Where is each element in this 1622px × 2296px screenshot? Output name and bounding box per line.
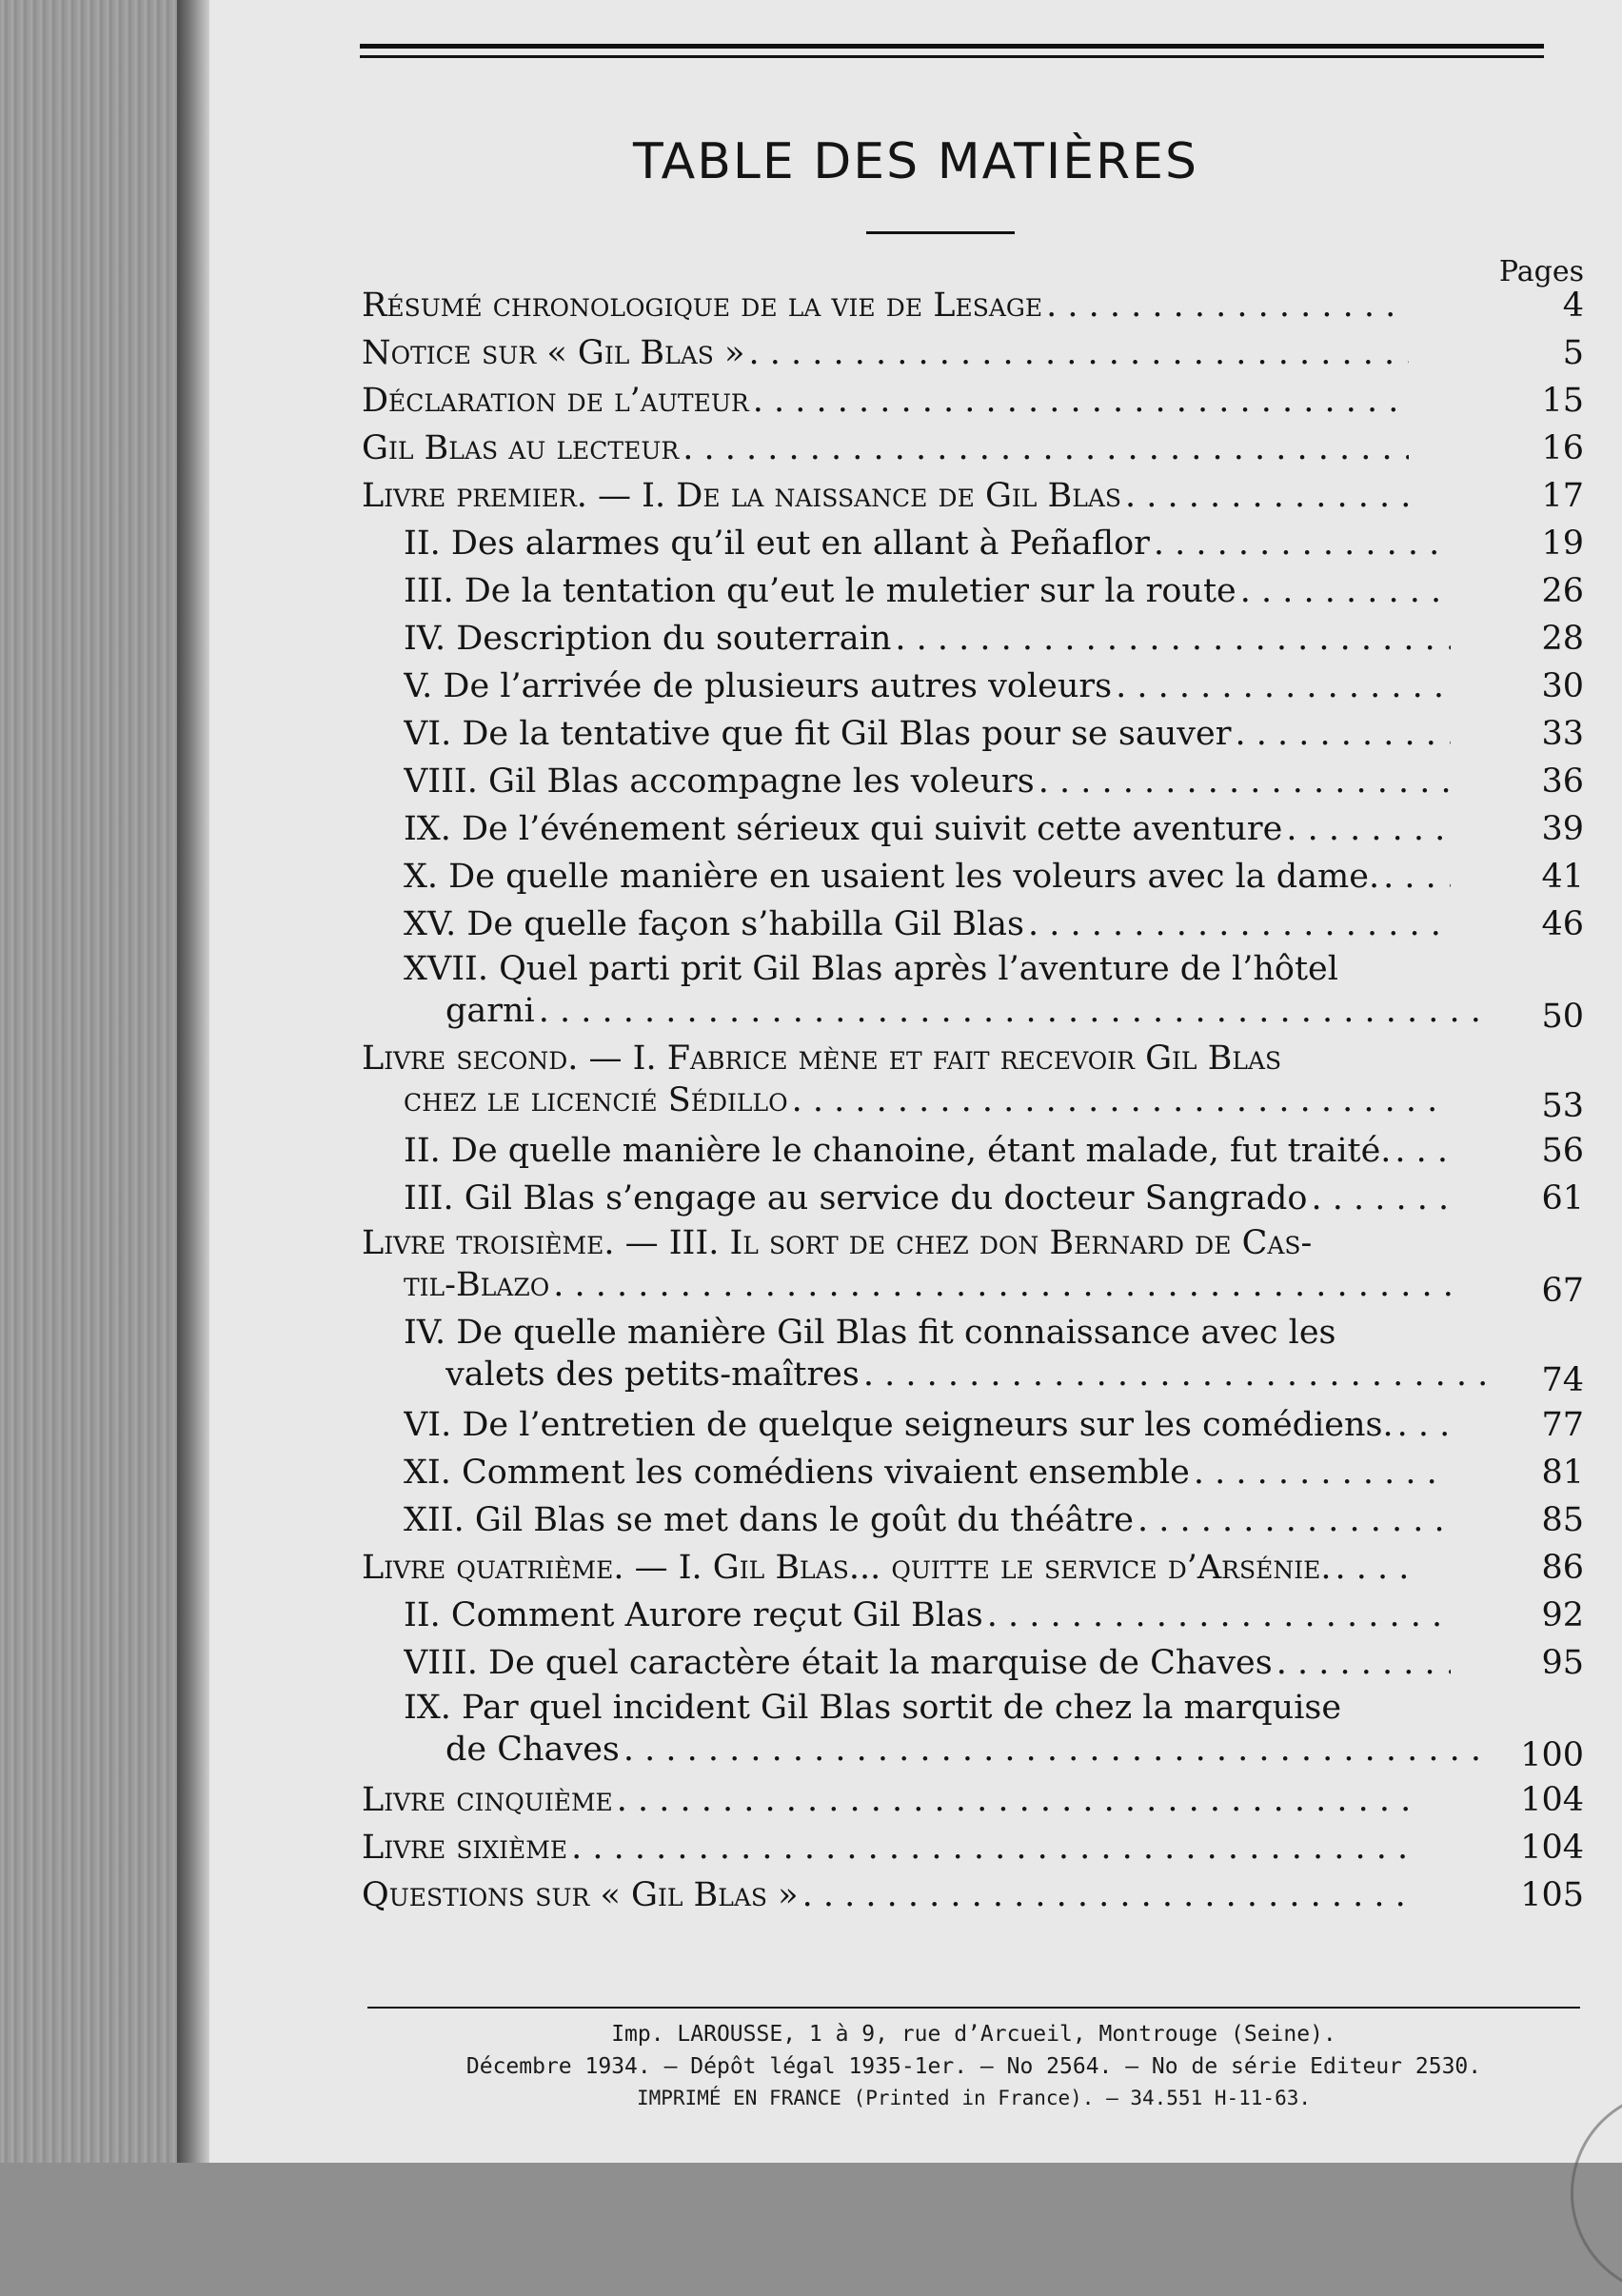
- toc-page-number: 50: [1541, 998, 1584, 1036]
- toc-page-number: 30: [1541, 667, 1584, 705]
- dot-leader: [1190, 1449, 1451, 1496]
- toc-entry-line: [362, 1824, 1584, 1871]
- toc-entry-line: [404, 948, 1584, 990]
- toc-entry-line: [404, 758, 1584, 805]
- toc-page-number: 81: [1541, 1454, 1584, 1492]
- dot-leader: [549, 1264, 1451, 1306]
- dot-leader: [1035, 758, 1451, 805]
- toc-entry-title: V. De l’arrivée de plusieurs autres voleurs: [404, 667, 1113, 705]
- toc-entry: [362, 805, 1584, 853]
- toc-entry-title: Livre second. — I. Fabrice mène et fait recevoir Gil Blas: [362, 1039, 1282, 1078]
- toc-entry-title: VIII. De quel caractère était la marquise de Chaves: [404, 1644, 1273, 1682]
- toc-entry-title: XII. Gil Blas se met dans le goût du théâtre: [404, 1501, 1134, 1539]
- toc-entry-title: til-Blazo: [404, 1266, 550, 1304]
- scan-background: [0, 0, 190, 2163]
- toc-page-number: 46: [1541, 905, 1584, 943]
- library-stamp: [1571, 2090, 1622, 2296]
- dot-leader: [1331, 1544, 1409, 1592]
- toc-page-number: 17: [1541, 477, 1584, 515]
- toc-entry: [362, 1592, 1584, 1639]
- toc-page-number: 28: [1541, 620, 1584, 658]
- toc-entry: [362, 1127, 1584, 1175]
- toc-entry-title: IX. Par quel incident Gil Blas sortit de chez la marquise: [404, 1689, 1342, 1727]
- toc-entry-title: VIII. Gil Blas accompagne les voleurs: [404, 762, 1035, 801]
- toc-entry-title: Livre sixième: [362, 1829, 568, 1867]
- toc-entry: [362, 710, 1584, 758]
- toc-page-number: 4: [1562, 287, 1584, 325]
- dot-leader: [799, 1871, 1409, 1919]
- toc-entry: [362, 1038, 1584, 1127]
- toc-page-number: 15: [1541, 382, 1584, 420]
- top-rule: [360, 44, 1544, 49]
- toc-entry-line: [404, 1639, 1584, 1687]
- toc-page-number: 104: [1520, 1781, 1584, 1819]
- dot-leader: [1282, 805, 1451, 853]
- dot-leader: [1307, 1175, 1451, 1222]
- dot-leader: [983, 1592, 1451, 1639]
- toc-page-number: 56: [1541, 1132, 1584, 1170]
- toc-entry-line: [404, 1401, 1584, 1449]
- toc-entry-line: [404, 805, 1584, 853]
- page-gutter-shadow: [177, 0, 209, 2163]
- toc-entry-title: garni: [445, 992, 535, 1030]
- toc-entry-line: [362, 329, 1584, 377]
- toc-page-number: 95: [1541, 1644, 1584, 1682]
- toc-page-number: 105: [1520, 1876, 1584, 1914]
- toc-entry: [362, 1776, 1584, 1824]
- toc-entry: [362, 1312, 1584, 1401]
- toc-entry-title: de Chaves: [445, 1731, 620, 1769]
- toc-entry-line: [404, 1729, 1584, 1771]
- dot-leader: [860, 1354, 1493, 1395]
- dot-leader: [1379, 853, 1451, 901]
- dot-leader: [620, 1729, 1493, 1771]
- toc-entry-title: Notice sur « Gil Blas »: [362, 334, 745, 372]
- toc-page-number: 16: [1541, 429, 1584, 467]
- dot-leader: [1150, 520, 1451, 567]
- toc-entry-line: [404, 615, 1584, 663]
- toc-entry: [362, 1449, 1584, 1496]
- toc-entry: [362, 758, 1584, 805]
- dot-leader: [1134, 1496, 1451, 1544]
- title-underline: [866, 231, 1015, 234]
- table-of-contents: [362, 282, 1584, 1919]
- toc-entry-line: [362, 1264, 1584, 1306]
- toc-entry-line: [404, 901, 1584, 948]
- toc-entry-line: [404, 710, 1584, 758]
- toc-page-number: 77: [1541, 1406, 1584, 1444]
- page-title: TABLE DES MATIÈRES: [632, 133, 1199, 190]
- dot-leader: [891, 615, 1451, 663]
- toc-entry-title: XVII. Quel parti prit Gil Blas après l’aventure de l’hôtel: [404, 950, 1338, 988]
- toc-entry-title: II. Comment Aurore reçut Gil Blas: [404, 1596, 983, 1634]
- toc-entry-line: [404, 853, 1584, 901]
- toc-entry-title: II. Des alarmes qu’il eut en allant à Peñaflor: [404, 525, 1150, 563]
- toc-entry-line: [362, 1038, 1584, 1079]
- dot-leader: [749, 377, 1409, 425]
- toc-entry-title: chez le licencié Sédillo: [404, 1081, 788, 1119]
- dot-leader: [1391, 1127, 1451, 1175]
- toc-entry: [362, 1222, 1584, 1312]
- toc-page-number: 33: [1541, 715, 1584, 753]
- toc-entry: [362, 377, 1584, 425]
- toc-page-number: 39: [1541, 810, 1584, 848]
- footer-legal: Décembre 1934. — Dépôt légal 1935-1er. — No 2564. — No de série Editeur 2530.: [465, 2054, 1482, 2079]
- toc-entry-line: [362, 1776, 1584, 1824]
- toc-entry-title: III. De la tentation qu’eut le muletier sur la route: [404, 572, 1236, 610]
- toc-entry-title: Livre cinquième: [362, 1781, 613, 1819]
- toc-entry-title: X. De quelle manière en usaient les voleurs avec la dame.: [404, 858, 1380, 896]
- toc-page-number: 67: [1541, 1272, 1584, 1310]
- dot-leader: [788, 1079, 1451, 1121]
- toc-entry-line: [362, 377, 1584, 425]
- toc-entry-line: [404, 1592, 1584, 1639]
- toc-entry-title: Livre troisième. — III. Il sort de chez don Bernard de Cas-: [362, 1224, 1313, 1262]
- footer-printer: Imp. LAROUSSE, 1 à 9, rue d’Arcueil, Montrouge (Seine).: [611, 2022, 1336, 2047]
- toc-entry-line: [404, 1127, 1584, 1175]
- toc-entry: [362, 1639, 1584, 1687]
- toc-entry-line: [362, 425, 1584, 472]
- toc-page-number: 19: [1541, 525, 1584, 563]
- toc-entry: [362, 282, 1584, 329]
- toc-entry-title: II. De quelle manière le chanoine, étant malade, fut traité.: [404, 1132, 1392, 1170]
- toc-entry-title: Déclaration de l’auteur: [362, 382, 749, 420]
- toc-entry-title: III. Gil Blas s’engage au service du docteur Sangrado: [404, 1179, 1308, 1217]
- toc-entry: [362, 853, 1584, 901]
- toc-entry-title: XV. De quelle façon s’habilla Gil Blas: [404, 905, 1024, 943]
- toc-entry-title: IV. Description du souterrain: [404, 620, 892, 658]
- toc-page-number: 5: [1562, 334, 1584, 372]
- toc-page-number: 53: [1541, 1087, 1584, 1125]
- toc-entry-line: [362, 1544, 1584, 1592]
- toc-entry: [362, 1824, 1584, 1871]
- toc-entry: [362, 1871, 1584, 1919]
- dot-leader: [1121, 472, 1409, 520]
- toc-page-number: 61: [1541, 1179, 1584, 1217]
- toc-entry-title: Questions sur « Gil Blas »: [362, 1876, 799, 1914]
- dot-leader: [744, 329, 1409, 377]
- dot-leader: [535, 990, 1493, 1032]
- toc-entry: [362, 567, 1584, 615]
- toc-entry-line: [404, 1354, 1584, 1395]
- toc-entry: [362, 1175, 1584, 1222]
- toc-entry-title: valets des petits-maîtres: [445, 1356, 860, 1394]
- toc-entry: [362, 615, 1584, 663]
- book-page: [209, 0, 1622, 2163]
- toc-page-number: 41: [1541, 858, 1584, 896]
- toc-page-number: 36: [1541, 762, 1584, 801]
- toc-entry-line: [404, 1496, 1584, 1544]
- dot-leader: [1042, 282, 1409, 329]
- toc-entry-title: Gil Blas au lecteur: [362, 429, 680, 467]
- toc-entry: [362, 901, 1584, 948]
- dot-leader: [1112, 663, 1451, 710]
- toc-entry-line: [404, 1449, 1584, 1496]
- dot-leader: [1236, 567, 1451, 615]
- toc-page-number: 92: [1541, 1596, 1584, 1634]
- pages-column-label: Pages: [1498, 255, 1584, 288]
- toc-entry: [362, 329, 1584, 377]
- toc-entry-title: Livre premier. — I. De la naissance de Gil Blas: [362, 477, 1122, 515]
- toc-entry: [362, 520, 1584, 567]
- footer-printed-in: IMPRIMÉ EN FRANCE (Printed in France). — 34.551 H-11-63.: [636, 2087, 1311, 2109]
- toc-entry-line: [404, 520, 1584, 567]
- toc-entry-line: [404, 663, 1584, 710]
- dot-leader: [1024, 901, 1451, 948]
- toc-entry-line: [404, 1312, 1584, 1354]
- toc-entry: [362, 1401, 1584, 1449]
- toc-page-number: 86: [1541, 1549, 1584, 1587]
- toc-entry-line: [362, 282, 1584, 329]
- toc-entry-title: VI. De la tentative que fit Gil Blas pour se sauver: [404, 715, 1232, 753]
- dot-leader: [1273, 1639, 1451, 1687]
- toc-page-number: 26: [1541, 572, 1584, 610]
- toc-entry-line: [404, 567, 1584, 615]
- dot-leader: [679, 425, 1409, 472]
- top-rule-thin: [360, 55, 1544, 58]
- toc-entry-line: [404, 1687, 1584, 1729]
- dot-leader: [567, 1824, 1409, 1871]
- toc-entry-title: Résumé chronologique de la vie de Lesage: [362, 287, 1043, 325]
- toc-entry-title: VI. De l’entretien de quelque seigneurs sur les comédiens.: [404, 1406, 1394, 1444]
- toc-entry-line: [362, 472, 1584, 520]
- toc-entry: [362, 1687, 1584, 1776]
- toc-entry: [362, 948, 1584, 1038]
- toc-entry: [362, 472, 1584, 520]
- dot-leader: [613, 1776, 1409, 1824]
- toc-entry-title: XI. Comment les comédiens vivaient ensemble: [404, 1454, 1190, 1492]
- toc-entry-title: IX. De l’événement sérieux qui suivit cette aventure: [404, 810, 1283, 848]
- toc-entry: [362, 663, 1584, 710]
- toc-entry-line: [362, 1871, 1584, 1919]
- toc-entry: [362, 425, 1584, 472]
- toc-entry: [362, 1544, 1584, 1592]
- dot-leader: [1394, 1401, 1451, 1449]
- footer-rule: [367, 2007, 1580, 2009]
- toc-entry-line: [362, 1222, 1584, 1264]
- toc-entry-line: [362, 1079, 1584, 1121]
- toc-entry: [362, 1496, 1584, 1544]
- toc-entry-title: IV. De quelle manière Gil Blas fit connaissance avec les: [404, 1314, 1336, 1352]
- dot-leader: [1231, 710, 1451, 758]
- toc-page-number: 74: [1541, 1361, 1584, 1399]
- toc-entry-title: Livre quatrième. — I. Gil Blas... quitte le service d’Arsénie.: [362, 1549, 1332, 1587]
- toc-page-number: 85: [1541, 1501, 1584, 1539]
- toc-entry-line: [404, 1175, 1584, 1222]
- toc-page-number: 104: [1520, 1829, 1584, 1867]
- toc-entry-line: [404, 990, 1584, 1032]
- toc-page-number: 100: [1520, 1736, 1584, 1774]
